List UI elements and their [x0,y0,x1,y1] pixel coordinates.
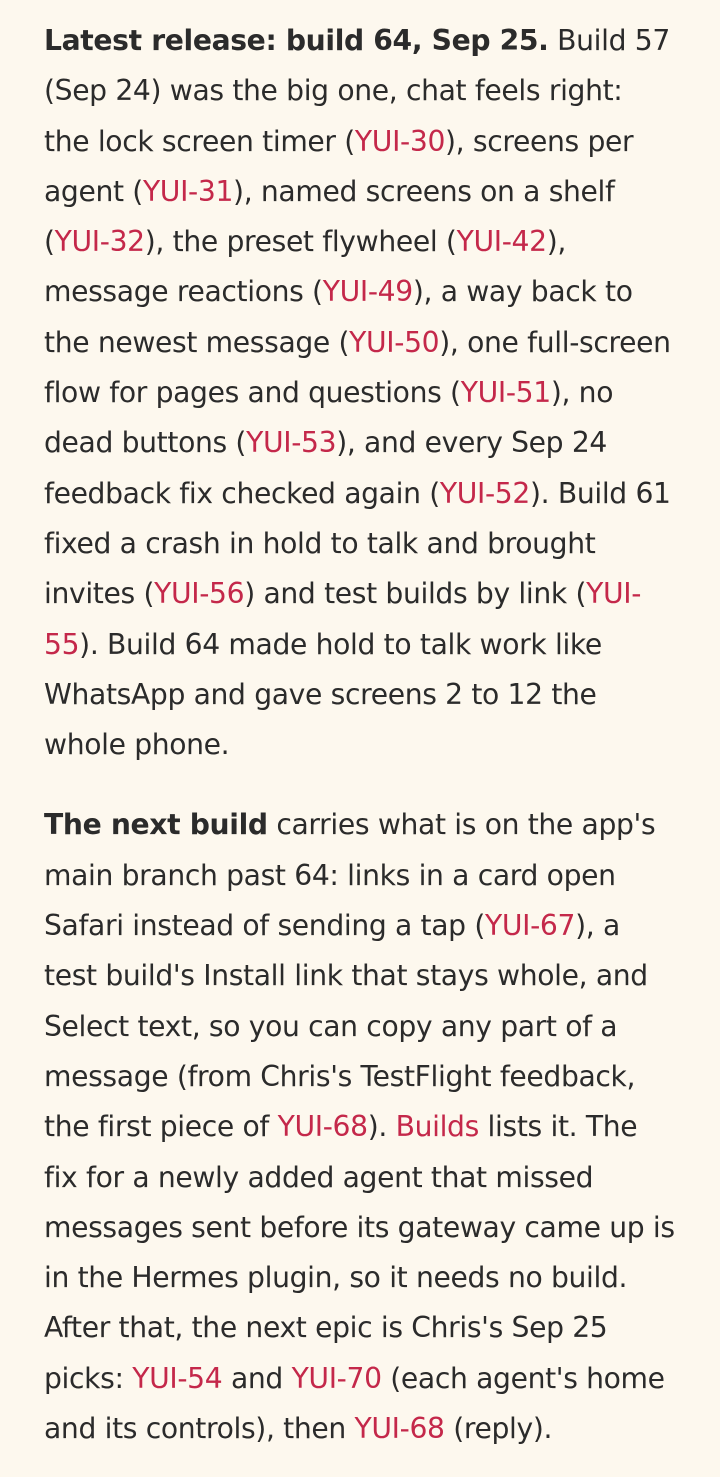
issue-link[interactable]: YUI-67 [484,909,576,943]
issue-link[interactable]: YUI-31 [142,174,234,208]
body-text: ), no dead buttons ( [44,376,614,460]
paragraph-latest-release [44,16,676,770]
issue-link[interactable]: YUI-70 [291,1361,382,1395]
issue-link[interactable]: YUI-50 [349,325,440,359]
body-text: ), the preset flywheel ( [144,225,457,259]
body-text: ). Build 61 fixed a crash in hold to talk and brought invites ( [44,476,671,611]
bold-lead-text: Latest release: build 64, Sep 25. [44,24,549,57]
body-text: ), one full-screen flow for pages and questions ( [44,325,671,410]
issue-link[interactable]: YUI-68 [277,1110,368,1144]
body-text: ), and every Sep 24 feedback fix checked again ( [44,426,607,510]
issue-link[interactable]: YUI-68 [354,1412,445,1446]
issue-link[interactable]: YUI-52 [439,476,530,510]
body-text: (reply). [444,1412,553,1446]
issue-link[interactable]: YUI-55 [44,577,642,661]
body-text: ). [367,1110,396,1144]
issue-link[interactable]: YUI-42 [456,225,547,259]
body-text: and [222,1361,292,1395]
issue-link[interactable]: YUI-53 [246,426,337,460]
issue-link[interactable]: Builds [395,1110,479,1144]
body-text: ), a way back to the newest message ( [44,275,633,359]
body-text: ), message reactions ( [44,225,566,309]
body-text: ), named screens on a shelf ( [44,174,615,259]
bold-lead-text: The next build [44,808,268,842]
body-text: ), a test build's Install link that stays whole, and Select text, so you can copy any part of a message (from Chris's TestFlight feedback, the first piece of [44,909,648,1144]
issue-link[interactable]: YUI-30 [354,124,446,158]
issue-link[interactable]: YUI-54 [132,1361,223,1395]
paragraph-next-build [44,800,676,1454]
body-text: carries what is on the app's main branch past 64: links in a card open Safari instead of sending a tap ( [44,808,656,943]
body-text: (each agent's home and its controls), then [44,1361,665,1446]
body-text: Build 57 (Sep 24) was the big one, chat feels right: the lock screen timer ( [44,24,670,158]
body-text: ), screens per agent ( [44,124,634,208]
body-text: lists it. The fix for a newly added agent that missed messages sent before its gateway came up is in the Hermes plugin, so it needs no build. After that, the next epic is Chris's Sep 25 picks: [44,1110,675,1395]
issue-link[interactable]: YUI-32 [54,225,145,259]
issue-link[interactable]: YUI-49 [322,275,413,309]
issue-link[interactable]: YUI-51 [460,376,551,410]
issue-link[interactable]: YUI-56 [154,577,245,611]
body-text: ). Build 64 made hold to talk work like WhatsApp and gave screens 2 to 12 the whole phone. [44,627,602,762]
body-text: ) and test builds by link ( [244,577,587,611]
